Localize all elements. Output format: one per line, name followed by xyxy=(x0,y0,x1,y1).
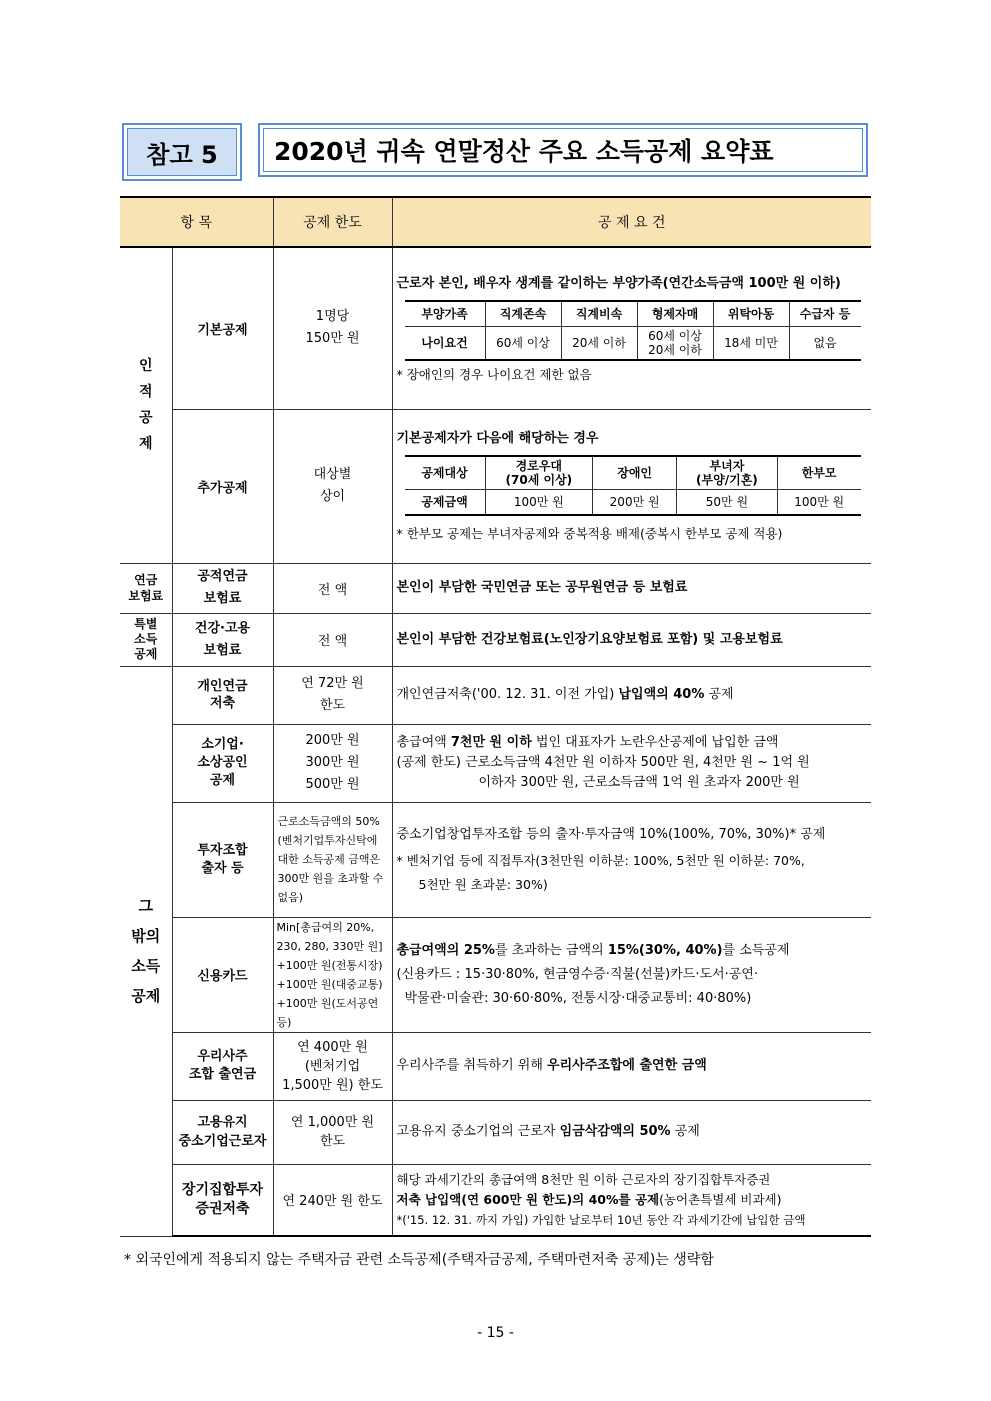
req-text: 우리사주를 취득하기 위해 xyxy=(396,1058,548,1073)
req-additional xyxy=(392,409,871,563)
sub-cell: 장애인 xyxy=(593,456,677,490)
item-small-business: 소기업· 소상공인 공제 xyxy=(172,724,273,802)
req-personal-pension xyxy=(392,666,871,724)
table-row xyxy=(120,1100,871,1164)
group-other: 그 밖의 소득 공제 xyxy=(120,666,172,1236)
req-text: 개인연금저축('00. 12. 31. 이전 가입) xyxy=(396,687,619,702)
req-text: 총급여액 xyxy=(396,735,451,750)
sub-cell: 수급자 등 xyxy=(789,301,860,327)
table-row xyxy=(120,917,871,1032)
sub-cell: 부녀자 (부양/기혼) xyxy=(677,456,778,490)
table-header-row xyxy=(120,197,871,247)
item-additional: 추가공제 xyxy=(172,409,273,563)
age-requirement-table xyxy=(405,300,861,361)
item-special: 건강·고용 보험료 xyxy=(172,613,273,666)
group-pension: 연금 보험료 xyxy=(120,563,172,613)
req-text: 법인 대표자가 노란우산공제에 납입한 금액 xyxy=(531,735,779,750)
req-text-bold: 15%(30%, 40%) xyxy=(607,942,723,958)
limit-investment: 근로소득금액의 50% (벤처기업투자신탁에 대한 소득공제 금액은 300만 원을 초과할 수 없음) xyxy=(273,802,392,917)
item-investment: 투자조합 출자 등 xyxy=(172,802,273,917)
item-basic: 기본공제 xyxy=(172,247,273,409)
table-row xyxy=(120,247,871,409)
req-text: * 벤처기업 등에 직접투자(3천만원 이하분: 100%, 5천만 원 이하분: 70%, xyxy=(396,852,805,868)
req-special: 본인이 부담한 건강보험료(노인장기요양보험료 포함) 및 고용보험료 xyxy=(392,613,871,666)
sub-row xyxy=(405,326,861,360)
item-long-term-fund: 장기집합투자 증권저축 xyxy=(172,1164,273,1236)
group-personal: 인 적 공 제 xyxy=(120,247,172,563)
table-row xyxy=(120,666,871,724)
req-text: (농어촌특별세 비과세) xyxy=(659,1191,782,1207)
limit-pension: 전 액 xyxy=(273,563,392,613)
table-row xyxy=(120,563,871,613)
req-text-bold: 임금삭감액의 50% xyxy=(559,1124,671,1139)
sub-cell: 나이요건 xyxy=(405,326,486,360)
group-special: 특별 소득 공제 xyxy=(120,613,172,666)
sub-cell: 50만 원 xyxy=(677,489,778,515)
sub-cell: 경로우대 (70세 이상) xyxy=(485,456,593,490)
req-text: 이하자 300만 원, 근로소득금액 1억 원 초과자 200만 원 xyxy=(478,775,800,790)
page-title: 2020년 귀속 연말정산 주요 소득공제 요약표 xyxy=(258,123,868,177)
sub-cell: 직계비속 xyxy=(561,301,637,327)
limit-long-term-fund: 연 240만 원 한도 xyxy=(273,1164,392,1236)
sub-cell: 공제대상 xyxy=(405,456,486,490)
sub-cell: 18세 미만 xyxy=(713,326,789,360)
table-row xyxy=(120,409,871,563)
req-text-bold: 우리사주조합에 출연한 금액 xyxy=(547,1058,707,1073)
req-basic-title: 근로자 본인, 배우자 생계를 같이하는 부양가족(연간소득금액 100만 원 이하) xyxy=(396,275,841,291)
note-basic: * 장애인의 경우 나이요건 제한 없음 xyxy=(396,366,592,382)
limit-employee-stock: 연 400만 원 (벤처기업 1,500만 원) 한도 xyxy=(273,1032,392,1100)
req-credit-card xyxy=(392,917,871,1032)
req-investment xyxy=(392,802,871,917)
reference-label: 참고 5 xyxy=(122,123,242,181)
limit-credit-card: Min[총급여의 20%, 230, 280, 330만 원] +100만 원(전통시장) +100만 원(대중교통) +100만 원(도서공연 등) xyxy=(273,917,392,1032)
sub-cell: 20세 이하 xyxy=(561,326,637,360)
sub-header-row xyxy=(405,301,861,327)
limit-basic: 1명당 150만 원 xyxy=(273,247,392,409)
item-credit-card: 신용카드 xyxy=(172,917,273,1032)
sub-cell: 60세 이상 20세 이하 xyxy=(637,326,713,360)
limit-small-business: 200만 원 300만 원 500만 원 xyxy=(273,724,392,802)
item-pension: 공적연금 보험료 xyxy=(172,563,273,613)
table-row xyxy=(120,1164,871,1236)
table-row xyxy=(120,613,871,666)
req-additional-title: 기본공제자가 다음에 해당하는 경우 xyxy=(396,430,599,446)
sub-cell: 200만 원 xyxy=(593,489,677,515)
sub-cell: 형제자매 xyxy=(637,301,713,327)
table-row xyxy=(120,724,871,802)
limit-special: 전 액 xyxy=(273,613,392,666)
req-text-bold: 총급여액의 25% xyxy=(396,942,495,958)
req-small-business xyxy=(392,724,871,802)
req-text: 고용유지 중소기업의 근로자 xyxy=(396,1124,560,1139)
req-basic xyxy=(392,247,871,409)
sub-header-row xyxy=(405,456,861,490)
item-employee-stock: 우리사주 조합 출연금 xyxy=(172,1032,273,1100)
req-text: 5천만 원 초과분: 30%) xyxy=(418,876,548,892)
page-number: - 15 - xyxy=(477,1325,514,1341)
req-text: (공제 한도) 근로소득금액 4천만 원 이하자 500만 원, 4천만 원 ~ 1억 원 xyxy=(396,755,810,770)
req-text: 를 초과하는 금액의 xyxy=(494,942,608,958)
sub-cell: 한부모 xyxy=(777,456,860,490)
req-text: 해당 과세기간의 총급여액 8천만 원 이하 근로자의 장기집합투자증권 xyxy=(396,1171,771,1187)
sub-cell: 부양가족 xyxy=(405,301,486,327)
req-text-bold: 납입액의 40% xyxy=(618,687,705,702)
sub-cell: 공제금액 xyxy=(405,489,486,515)
sub-cell: 60세 이상 xyxy=(485,326,561,360)
sub-cell: 100만 원 xyxy=(777,489,860,515)
req-text: 를 소득공제 xyxy=(722,942,790,958)
header-requirements: 공 제 요 건 xyxy=(392,197,871,247)
req-text-bold: 저축 납입액(연 600만 원 한도)의 40%를 공제 xyxy=(396,1191,660,1207)
table-row xyxy=(120,1032,871,1100)
limit-personal-pension: 연 72만 원 한도 xyxy=(273,666,392,724)
req-text: 공제 xyxy=(704,687,734,702)
req-employee-stock xyxy=(392,1032,871,1100)
limit-additional: 대상별 상이 xyxy=(273,409,392,563)
sub-row xyxy=(405,489,861,515)
req-employment-retention xyxy=(392,1100,871,1164)
header-item: 항 목 xyxy=(120,197,273,247)
item-personal-pension: 개인연금 저축 xyxy=(172,666,273,724)
req-text: 박물관·미술관: 30·60·80%, 전통시장·대중교통비: 40·80%) xyxy=(404,990,752,1006)
footnote: * 외국인에게 적용되지 않는 주택자금 관련 소득공제(주택자금공제, 주택마련저축 공제)는 생략함 xyxy=(124,1252,714,1268)
note-additional: * 한부모 공제는 부녀자공제와 중복적용 배제(중복시 한부모 공제 적용) xyxy=(396,525,783,541)
sub-cell: 직계존속 xyxy=(485,301,561,327)
req-text-bold: 7천만 원 이하 xyxy=(450,735,532,750)
item-employment-retention: 고용유지 중소기업근로자 xyxy=(172,1100,273,1164)
req-pension: 본인이 부담한 국민연금 또는 공무원연금 등 보험료 xyxy=(392,563,871,613)
table-row xyxy=(120,802,871,917)
req-long-term-fund xyxy=(392,1164,871,1236)
sub-cell: 100만 원 xyxy=(485,489,593,515)
req-text: *('15. 12. 31. 까지 가입) 가입한 날로부터 10년 동안 각 과세기간에 납입한 금액 xyxy=(396,1212,806,1227)
limit-employment-retention: 연 1,000만 원 한도 xyxy=(273,1100,392,1164)
req-text: 중소기업창업투자조합 등의 출자·투자금액 10%(100%, 70%, 30%)* 공제 xyxy=(396,826,826,842)
title-area xyxy=(122,123,872,181)
header-limit: 공제 한도 xyxy=(273,197,392,247)
req-text: (신용카드 : 15·30·80%, 현금영수증·직불(선불)카드·도서·공연· xyxy=(396,966,758,982)
sub-cell: 위탁아동 xyxy=(713,301,789,327)
deduction-summary-table xyxy=(120,196,871,1237)
additional-amount-table xyxy=(405,455,861,516)
req-text: 공제 xyxy=(670,1124,700,1139)
sub-cell: 없음 xyxy=(789,326,860,360)
